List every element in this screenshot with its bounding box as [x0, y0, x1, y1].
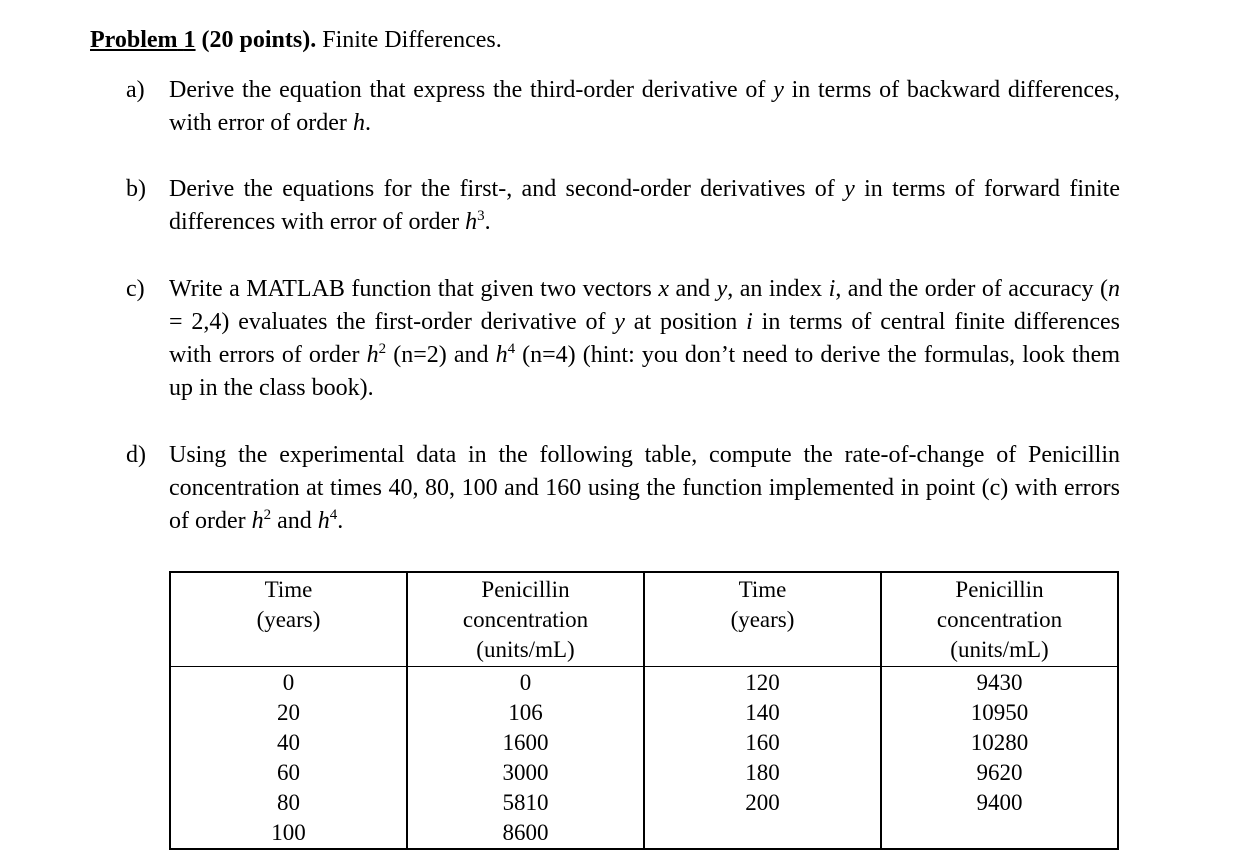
table-cell: 5810: [502, 790, 549, 815]
table-cell: 0: [519, 670, 532, 695]
table-cell: 10950: [970, 700, 1029, 725]
table-cell: 10280: [970, 730, 1029, 755]
header-penicillin-1: Penicillin concentration (units/mL): [407, 572, 644, 667]
part-c: [126, 273, 1120, 405]
column-penicillin-2: [881, 667, 1118, 850]
table-header-row: [170, 572, 1118, 667]
column-time-2: [644, 667, 881, 850]
table-cell: 100: [271, 820, 306, 845]
table-cell: 60: [277, 760, 300, 785]
part-d-text: Using the experimental data in the following table, compute the rate-of-change of Penicillin concentration at times 40, 80, 100 and 160 using the function implemented in point (c) with errors of order $h^2$ and $h^4$.: [169, 442, 1120, 534]
table-cell: 9620: [976, 760, 1023, 785]
part-c-letter: c): [126, 276, 145, 302]
part-b: [126, 173, 1120, 239]
table-cell: 9400: [976, 790, 1023, 815]
table-cell: 140: [745, 700, 780, 725]
column-penicillin-1: [407, 667, 644, 850]
table-cell: 120: [745, 670, 780, 695]
table-cell: 3000: [502, 760, 549, 785]
part-a: [126, 74, 1120, 140]
table-cell: 9430: [976, 670, 1023, 695]
header-penicillin-2: Penicillin concentration (units/mL): [881, 572, 1118, 667]
penicillin-data-table: [169, 571, 1119, 850]
table-cell: 40: [277, 730, 300, 755]
table-cell: 8600: [502, 820, 549, 845]
table-cell: 1600: [502, 730, 549, 755]
table-cell: 0: [282, 670, 295, 695]
part-a-text: Derive the equation that express the third-order derivative of y in terms of backward differences, with error of order h.: [169, 77, 1121, 136]
table-data-row: [170, 667, 1118, 850]
table-cell: 160: [745, 730, 780, 755]
part-b-text: Derive the equations for the first-, and second-order derivatives of y in terms of forward finite differences with error of order $h^3$.: [169, 176, 1121, 235]
problem-label: Problem 1 (20 points).: [90, 27, 317, 53]
header-time-2: Time (years): [644, 572, 881, 667]
table-cell: 20: [277, 700, 300, 725]
part-b-letter: b): [126, 176, 146, 202]
table-cell: 106: [508, 700, 543, 725]
header-time-1: Time (years): [170, 572, 407, 667]
column-time-1: [170, 667, 407, 850]
table-cell: 80: [277, 790, 300, 815]
table-cell: 200: [745, 790, 780, 815]
part-a-letter: a): [126, 77, 145, 103]
part-d-letter: d): [126, 442, 146, 468]
part-d: [126, 439, 1120, 538]
problem-topic: Finite Differences.: [316, 27, 502, 53]
part-c-text: Write a MATLAB function that given two vectors x and y, an index i, and the order of accuracy (n = 2,4) evaluates the first-order derivative of y at position i in terms of central finite differences with errors of order $h^2$ (n=2) and $h^4$ (n=4) (hint: you don’t need to derive the formulas, look them up in the class book).: [169, 276, 1121, 401]
problem-heading: [90, 24, 502, 56]
table-cell: 180: [745, 760, 780, 785]
